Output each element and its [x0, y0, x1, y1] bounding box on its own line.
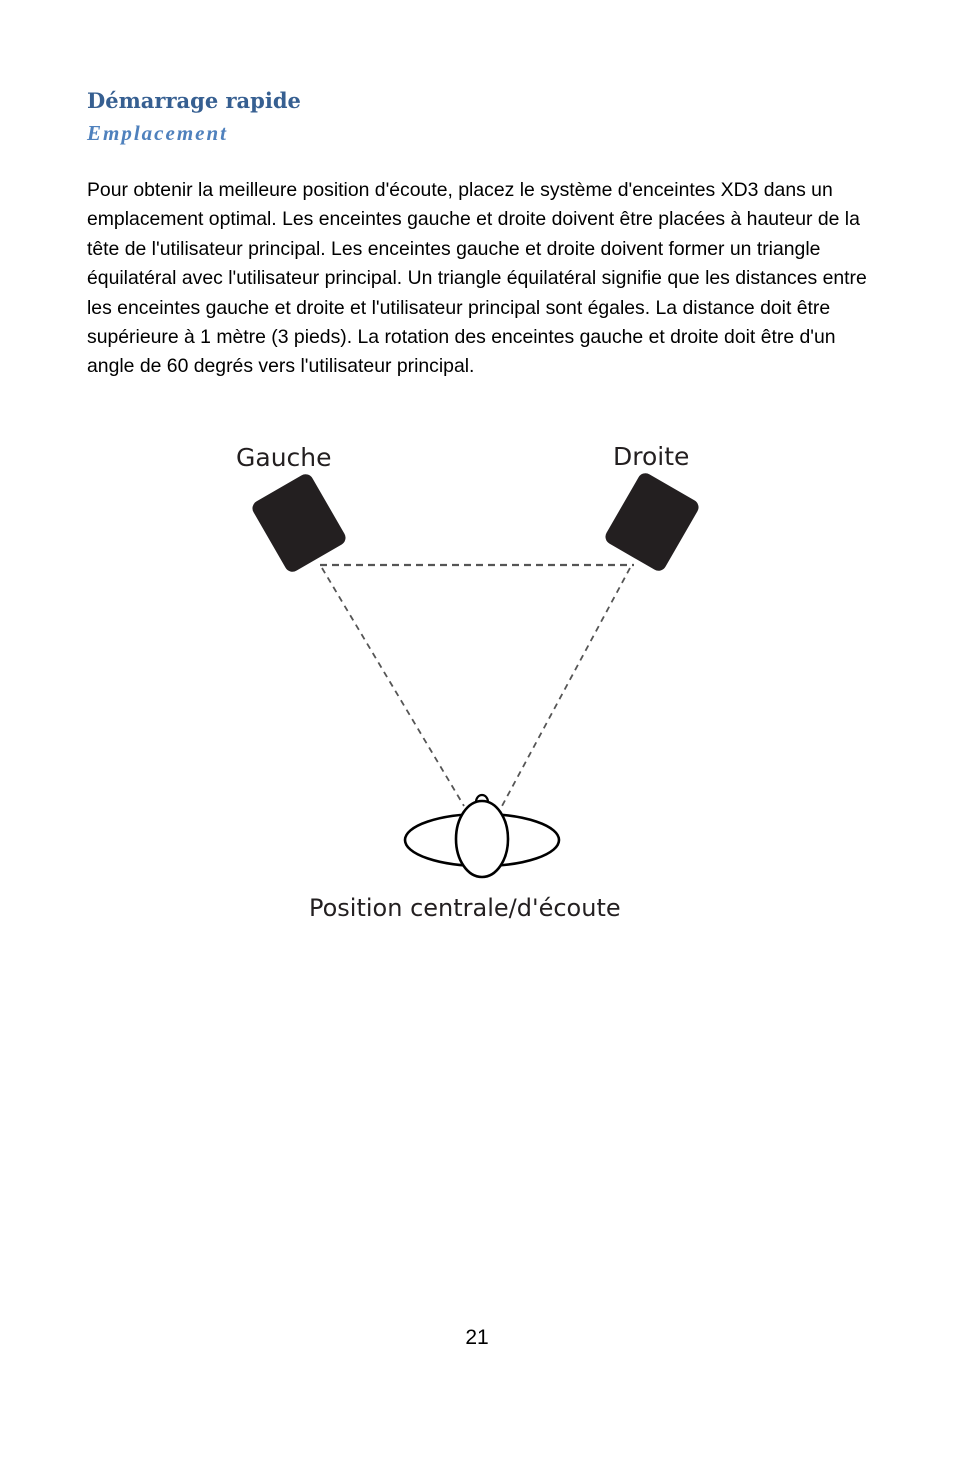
- section-subheading: Emplacement: [87, 121, 228, 145]
- distance-line-left-to-listener: [322, 568, 464, 806]
- left-speaker-icon: [250, 471, 349, 574]
- listener-icon: [405, 795, 559, 877]
- page-number: 21: [465, 1326, 489, 1349]
- distance-line-right-to-listener: [502, 568, 630, 806]
- right-speaker-label: Droite: [613, 442, 690, 471]
- left-speaker-label: Gauche: [236, 443, 332, 472]
- right-speaker-icon: [603, 470, 702, 573]
- body-paragraph: Pour obtenir la meilleure position d'écoute, placez le système d'enceintes XD3 dans un emplacement optimal. Les enceintes gauche et droite doivent être placées à hauteur de la tête de l'utilisateur principal. Les enceintes gauche et droite doivent former un triangle équilatéral avec l'utilisateur principal. Un triangle équilatéral signifie que les distances entre les enceintes gauche et droite et l'utilisateur principal sont égales. La distance doit être supérieure à 1 mètre (3 pieds). La rotation des enceintes gauche et droite doit être d'un angle de 60 degrés vers l'utilisateur principal.: [87, 179, 867, 378]
- listener-position-label: Position centrale/d'écoute: [309, 894, 621, 922]
- section-heading: Démarrage rapide: [87, 88, 301, 113]
